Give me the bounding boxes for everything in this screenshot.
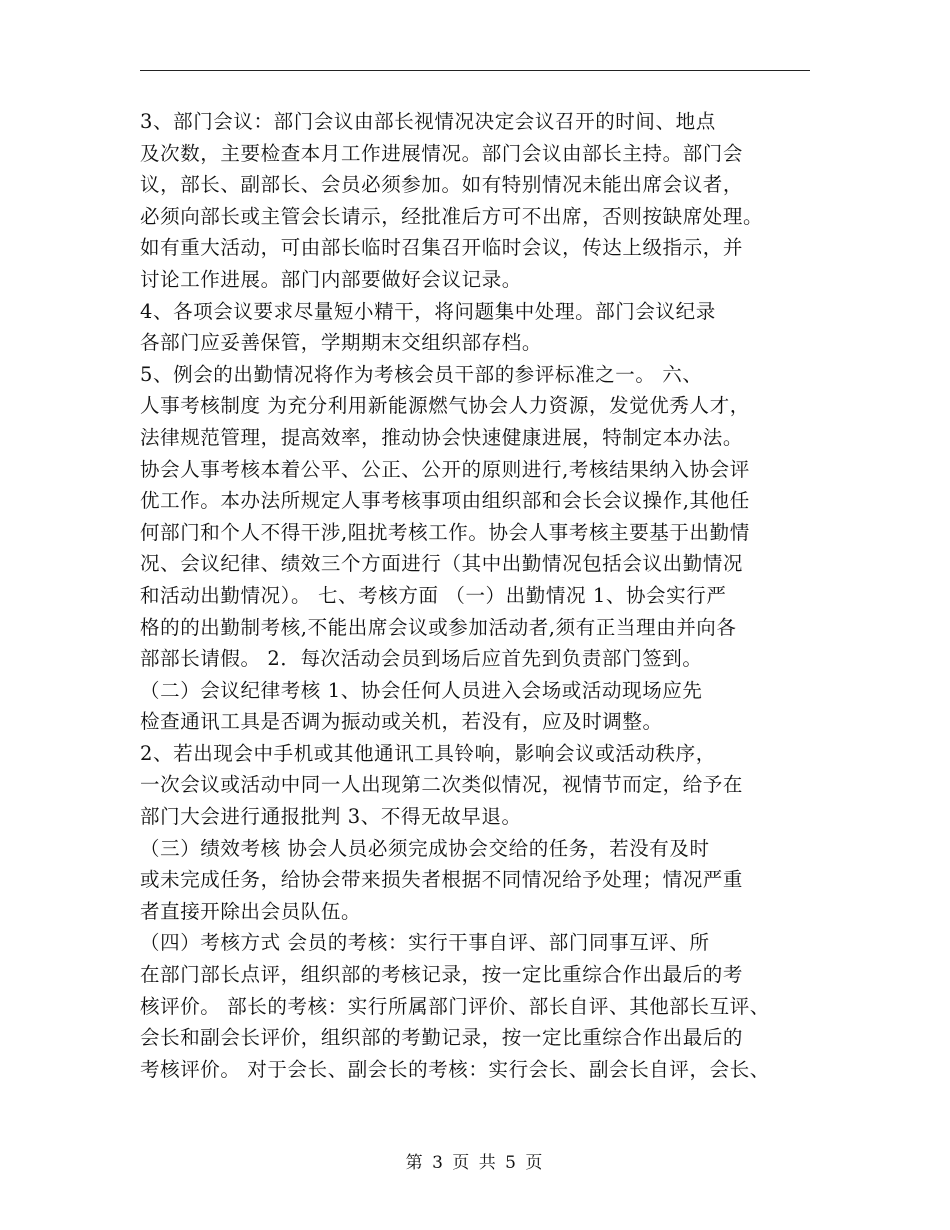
text-line: 4、各项会议要求尽量短小精干，将问题集中处理。部门会议纪录 xyxy=(140,299,716,323)
text-line: 法律规范管理，提高效率，推动协会快速健康进展，特制定本办法。 xyxy=(140,425,744,449)
text-line: 何部门和个人不得干涉,阻扰考核工作。协会人事考核主要基于出勤情 xyxy=(140,520,750,544)
text-line: 在部门部长点评，组织部的考核记录，按一定比重综合作出最后的考 xyxy=(140,963,744,987)
document-body xyxy=(140,106,816,1085)
text-line: 核评价。 部长的考核：实行所属部门评价、部长自评、其他部长互评、 xyxy=(140,994,770,1018)
text-line: 及次数，主要检查本月工作进展情况。部门会议由部长主持。部门会 xyxy=(140,141,744,165)
page-number-footer: 第 3 页 共 5 页 xyxy=(405,1153,545,1173)
text-line: 各部门应妥善保管，学期期末交组织部存档。 xyxy=(140,331,543,355)
text-line: 必须向部长或主管会长请示，经批准后方可不出席，否则按缺席处理。 xyxy=(140,204,764,228)
text-line: 一次会议或活动中同一人出现第二次类似情况，视情节而定，给予在 xyxy=(140,773,744,797)
text-line: 况、会议纪律、绩效三个方面进行（其中出勤情况包括会议出勤情况 xyxy=(140,552,744,576)
text-line: 或未完成任务，给协会带来损失者根据不同情况给予处理；情况严重 xyxy=(140,868,744,892)
text-line: 部部长请假。 2．每次活动会员到场后应首先到负责部门签到。 xyxy=(140,647,703,671)
text-line: 考核评价。 对于会长、副会长的考核：实行会长、副会长自评，会长、 xyxy=(140,1057,770,1081)
text-line: 如有重大活动，可由部长临时召集召开临时会议，传达上级指示，并 xyxy=(140,236,744,260)
text-line: 和活动出勤情况）。 七、考核方面 （一）出勤情况 1、协会实行严 xyxy=(140,583,727,607)
text-line: （四）考核方式 会员的考核：实行干事自评、部门同事互评、所 xyxy=(140,931,710,955)
text-line: 3、部门会议：部门会议由部长视情况决定会议召开的时间、地点 xyxy=(140,110,716,133)
header-divider xyxy=(140,70,810,71)
text-line: （二）会议纪律考核 1、协会任何人员进入会场或活动现场应先 xyxy=(140,678,703,702)
text-line: 优工作。本办法所规定人事考核事项由组织部和会长会议操作,其他任 xyxy=(140,489,750,513)
text-line: 议，部长、副部长、会员必须参加。如有特别情况未能出席会议者， xyxy=(140,173,744,197)
text-line: 2、若出现会中手机或其他通讯工具铃响，影响会议或活动秩序， xyxy=(140,741,716,765)
text-line: 格的的出勤制考核,不能出席会议或参加活动者,须有正当理由并向各 xyxy=(140,615,737,639)
text-line: （三）绩效考核 协会人员必须完成协会交给的任务，若没有及时 xyxy=(140,836,710,860)
text-line: 5、例会的出勤情况将作为考核会员干部的参评标准之一。 六、 xyxy=(140,362,703,386)
text-line: 部门大会进行通报批判 3、不得无故早退。 xyxy=(140,805,522,829)
text-line: 人事考核制度 为充分利用新能源燃气协会人力资源，发觉优秀人才， xyxy=(140,394,750,418)
text-line: 者直接开除出会员队伍。 xyxy=(140,899,362,923)
text-line: 讨论工作进展。部门内部要做好会议记录。 xyxy=(140,267,522,291)
text-line: 协会人事考核本着公平、公正、公开的原则进行,考核结果纳入协会评 xyxy=(140,457,750,481)
text-line: 检查通讯工具是否调为振动或关机，若没有，应及时调整。 xyxy=(140,710,663,734)
text-line: 会长和副会长评价，组织部的考勤记录，按一定比重综合作出最后的 xyxy=(140,1026,744,1050)
